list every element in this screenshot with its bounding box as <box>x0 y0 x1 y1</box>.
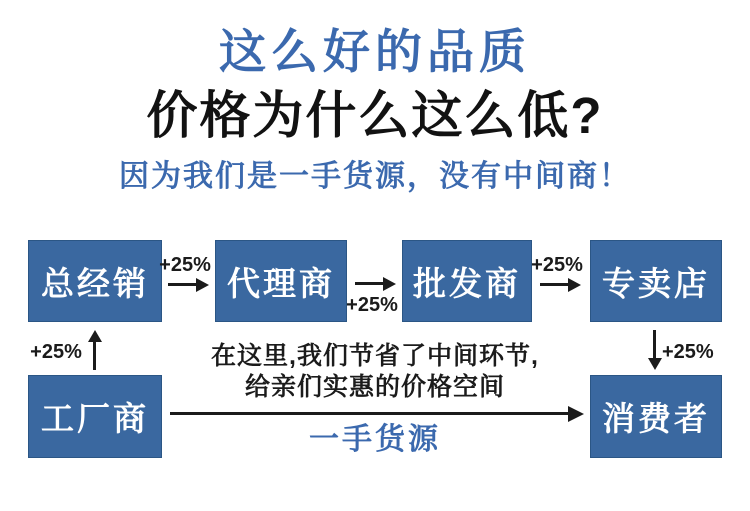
savings-note-line2: 给亲们实惠的价格空间 <box>244 373 505 401</box>
markup-label-distributor-agent: +25% <box>159 254 211 276</box>
direct-supply-label: 一手货源 <box>309 423 441 456</box>
node-consumer: 消费者 <box>590 375 722 458</box>
subtitle-first-hand-source: 因为我们是一手货源，没有中间商！ <box>119 160 631 193</box>
savings-note-line1: 在这里,我们节省了中间环节, <box>211 342 539 370</box>
headline-quality: 这么好的品质 <box>219 25 531 78</box>
arrow-agent-to-wholesaler-icon <box>355 282 383 285</box>
arrow-distributor-to-agent-icon <box>168 283 196 286</box>
node-wholesaler: 批发商 <box>402 240 532 322</box>
arrow-factory-to-consumer-icon <box>170 412 568 415</box>
arrow-wholesaler-to-store-icon <box>540 283 568 286</box>
markup-label-wholesaler-store: +25% <box>531 254 583 276</box>
node-general-distributor: 总经销 <box>28 240 162 322</box>
headline-price-question: 价格为什么这么低? <box>146 87 604 144</box>
markup-label-agent-wholesaler: +25% <box>346 294 398 316</box>
node-specialty-store: 专卖店 <box>590 240 722 322</box>
node-factory: 工厂商 <box>28 375 162 458</box>
markup-label-store-consumer: +25% <box>662 341 714 363</box>
markup-label-factory-distributor: +25% <box>30 341 82 363</box>
node-agent: 代理商 <box>215 240 347 322</box>
savings-note <box>0 341 750 403</box>
